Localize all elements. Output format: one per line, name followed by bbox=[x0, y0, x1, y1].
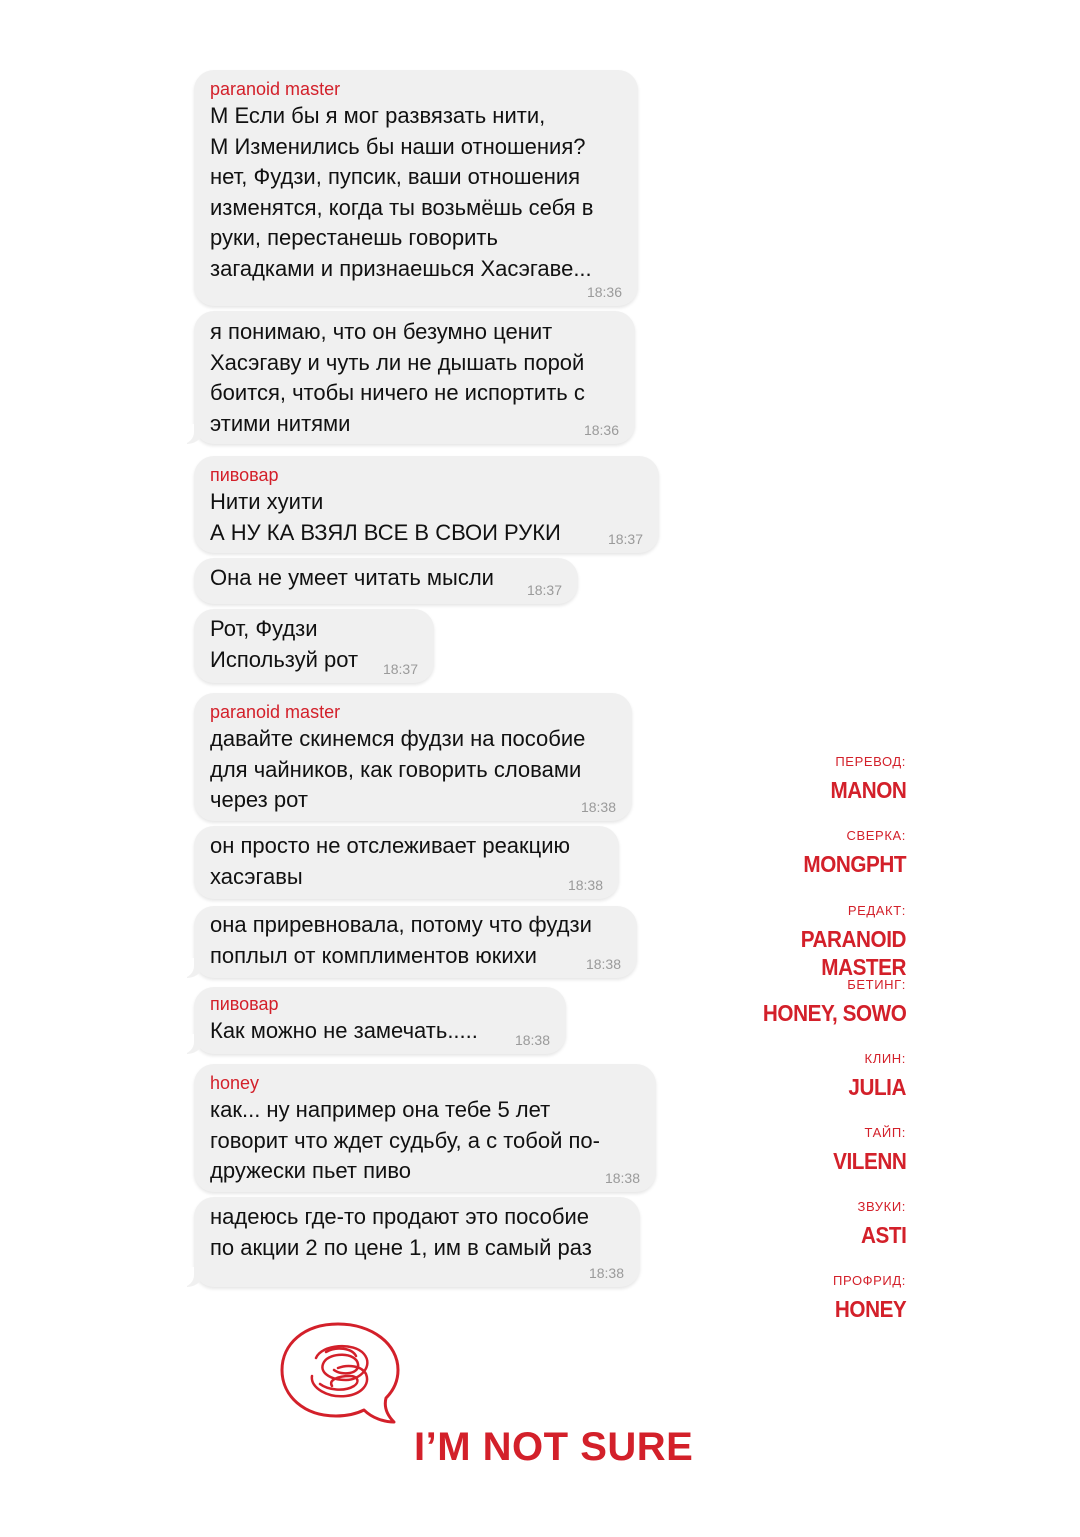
credit-role: ТАЙП: bbox=[864, 1125, 906, 1140]
message-line: этими нитями bbox=[210, 410, 351, 436]
message-line: М Если бы я мог развязать нити, bbox=[210, 103, 546, 128]
message-line: изменятся, когда ты возьмёшь себя в bbox=[210, 194, 594, 220]
credit-name: VILENN bbox=[832, 1148, 906, 1174]
credit-role: ПРОФРИД: bbox=[833, 1273, 906, 1288]
message-line: М Изменились бы наши отношения? bbox=[210, 133, 586, 159]
message-time: 18:38 bbox=[514, 1032, 550, 1048]
message-time: 18:38 bbox=[585, 956, 621, 972]
credit-name: MANON bbox=[830, 777, 906, 803]
chat-message bbox=[194, 693, 632, 821]
message-line: загадками и признаешься Хасэгаве... bbox=[210, 255, 592, 281]
scribble-speech-bubble-icon bbox=[276, 1318, 406, 1428]
message-time: 18:36 bbox=[583, 422, 619, 438]
message-time: 18:36 bbox=[586, 284, 622, 300]
message-line: я понимаю, что он безумно ценит bbox=[210, 319, 553, 344]
message-line: по акции 2 по цене 1, им в самый раз bbox=[210, 1234, 592, 1260]
message-time: 18:38 bbox=[567, 877, 603, 893]
message-time: 18:37 bbox=[526, 582, 562, 598]
message-time: 18:37 bbox=[607, 531, 643, 547]
chat-message bbox=[194, 826, 619, 899]
chat-message bbox=[194, 1064, 656, 1192]
credit-role: ПЕРЕВОД: bbox=[835, 754, 906, 769]
message-line: Хасэгаву и чуть ли не дышать порой bbox=[210, 349, 585, 375]
message-line: поплыл от комплиментов юкихи bbox=[210, 942, 537, 968]
message-line: дружески пьет пиво bbox=[210, 1158, 411, 1183]
chat-message bbox=[194, 609, 434, 683]
message-line: как... ну например она тебе 5 лет bbox=[210, 1097, 551, 1122]
message-line: руки, перестанешь говорить bbox=[210, 225, 498, 250]
credit-role: СВЕРКА: bbox=[846, 828, 906, 843]
chat-message bbox=[194, 70, 638, 306]
message-time: 18:38 bbox=[604, 1170, 640, 1186]
message-line: хасэгавы bbox=[210, 863, 303, 889]
credit-name: MONGPHT bbox=[803, 851, 906, 877]
message-line: Используй рот bbox=[210, 646, 359, 672]
message-line: давайте скинемся фудзи на пособие bbox=[210, 726, 586, 751]
message-line: надеюсь где-то продают это пособие bbox=[210, 1204, 589, 1229]
message-line: говорит что ждет судьбу, а с тобой по- bbox=[210, 1127, 600, 1153]
credit-role: РЕДАКТ: bbox=[847, 903, 906, 918]
chat-message bbox=[194, 987, 566, 1054]
credit-name: ASTI bbox=[860, 1222, 906, 1248]
message-line: Она не умеет читать мысли bbox=[210, 565, 494, 590]
message-line: Как можно не замечать..... bbox=[210, 1018, 478, 1043]
credit-role: БЕТИНГ: bbox=[847, 977, 906, 992]
credits-panel bbox=[700, 0, 1080, 1537]
message-line: для чайников, как говорить словами bbox=[210, 756, 582, 782]
message-line: он просто не отслеживает реакцию bbox=[210, 833, 571, 858]
chat-message bbox=[194, 906, 637, 978]
chat-message bbox=[194, 558, 578, 604]
credit-name: PARANOID MASTER bbox=[800, 926, 906, 980]
credit-role: КЛИН: bbox=[864, 1051, 906, 1066]
message-line: Рот, Фудзи bbox=[210, 616, 318, 641]
chat-message bbox=[194, 456, 659, 553]
chat-message bbox=[194, 311, 635, 444]
message-time: 18:38 bbox=[580, 799, 616, 815]
credit-role: ЗВУКИ: bbox=[857, 1199, 906, 1214]
message-sender: paranoid master bbox=[210, 79, 341, 99]
credit-name: HONEY bbox=[834, 1296, 906, 1322]
message-time: 18:38 bbox=[588, 1265, 624, 1281]
credit-name: HONEY, SOWO bbox=[762, 1000, 906, 1026]
message-time: 18:37 bbox=[382, 661, 418, 677]
message-line: А НУ КА ВЗЯЛ ВСЕ В СВОИ РУКИ bbox=[210, 519, 561, 545]
brand-wordmark: I’M NOT SURE bbox=[414, 1425, 694, 1469]
message-sender: пивовар bbox=[210, 465, 279, 485]
message-line: нет, Фудзи, пупсик, ваши отношения bbox=[210, 164, 581, 189]
message-line: через рот bbox=[210, 787, 308, 812]
message-sender: honey bbox=[210, 1073, 260, 1093]
message-sender: пивовар bbox=[210, 994, 279, 1014]
credit-name: JULIA bbox=[848, 1074, 906, 1100]
chat-message bbox=[194, 1197, 640, 1287]
message-line: боится, чтобы ничего не испортить с bbox=[210, 380, 585, 405]
message-sender: paranoid master bbox=[210, 702, 341, 722]
message-line: она приревновала, потому что фудзи bbox=[210, 912, 592, 937]
message-line: Нити хуити bbox=[210, 489, 324, 514]
